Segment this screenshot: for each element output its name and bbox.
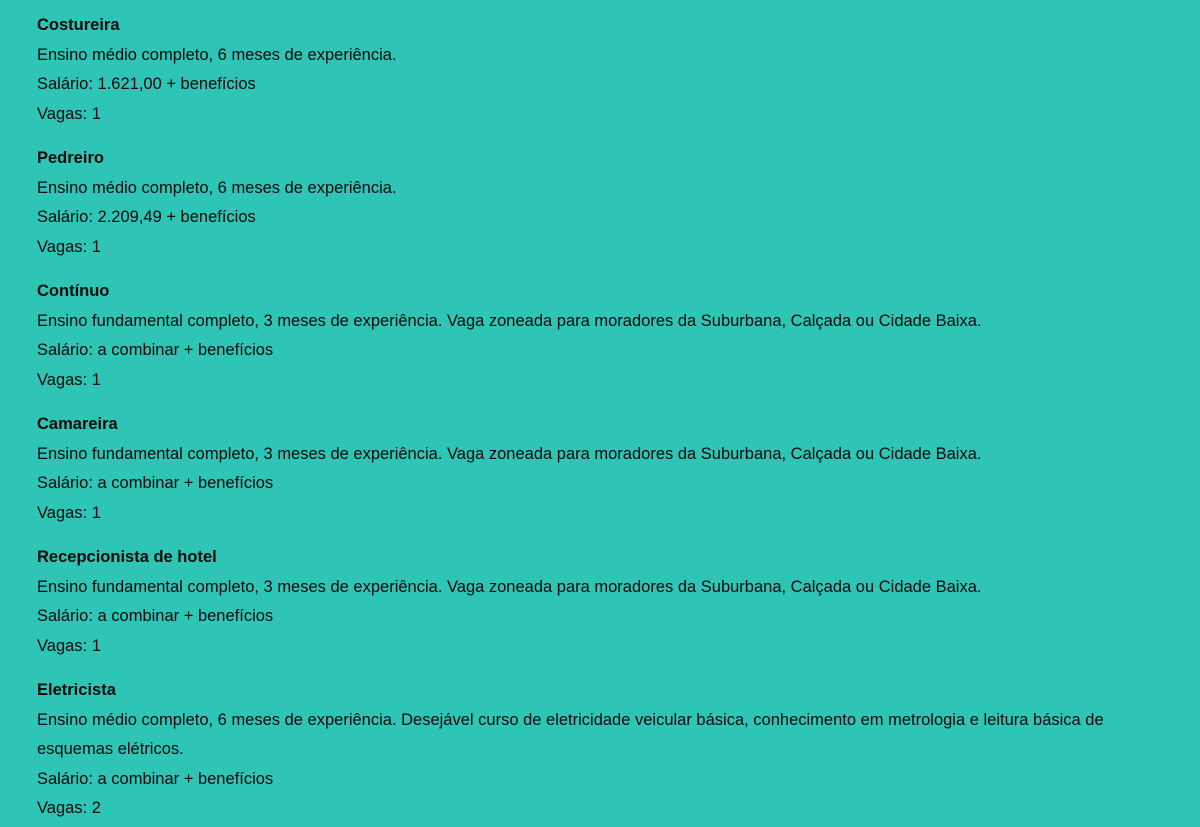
job-listing-camareira [37, 410, 1200, 528]
job-title: Eletricista [37, 681, 116, 699]
job-requirements: Ensino médio completo, 6 meses de experiência. Desejável curso de eletricidade veicular básica, conhecimento em metrologia e leitura básica de esquemas elétricos. [37, 710, 1104, 758]
job-openings: Vagas: 1 [37, 503, 101, 522]
job-listing-recepcionista [37, 543, 1200, 661]
job-listing-eletricista [37, 676, 1200, 824]
job-listing-continuo [37, 277, 1200, 395]
job-requirements: Ensino fundamental completo, 3 meses de experiência. Vaga zoneada para moradores da Suburbana, Calçada ou Cidade Baixa. [37, 577, 982, 596]
job-listing-pedreiro [37, 144, 1200, 262]
job-openings: Vagas: 1 [37, 104, 101, 123]
job-requirements: Ensino médio completo, 6 meses de experiência. [37, 178, 397, 197]
job-salary: Salário: 2.209,49 + benefícios [37, 208, 256, 226]
job-salary: Salário: a combinar + benefícios [37, 769, 274, 788]
job-openings: Vagas: 1 [37, 636, 101, 655]
job-requirements: Ensino fundamental completo, 3 meses de experiência. Vaga zoneada para moradores da Suburbana, Calçada ou Cidade Baixa. [37, 444, 982, 463]
job-openings: Vagas: 1 [37, 370, 101, 389]
job-openings: Vagas: 2 [37, 799, 101, 817]
job-salary: Salário: a combinar + benefícios [37, 474, 274, 492]
job-salary: Salário: 1.621,00 + benefícios [37, 75, 256, 93]
job-title: Contínuo [37, 282, 110, 300]
job-openings: Vagas: 1 [37, 237, 101, 256]
job-salary: Salário: a combinar + benefícios [37, 607, 274, 625]
job-title: Camareira [37, 415, 118, 433]
job-requirements: Ensino fundamental completo, 3 meses de experiência. Vaga zoneada para moradores da Suburbana, Calçada ou Cidade Baixa. [37, 311, 982, 330]
job-title: Pedreiro [37, 149, 104, 167]
job-listing-costureira [37, 11, 1200, 129]
job-salary: Salário: a combinar + benefícios [37, 341, 274, 359]
job-title: Costureira [37, 16, 120, 34]
job-title: Recepcionista de hotel [37, 548, 217, 566]
job-requirements: Ensino médio completo, 6 meses de experiência. [37, 45, 397, 64]
